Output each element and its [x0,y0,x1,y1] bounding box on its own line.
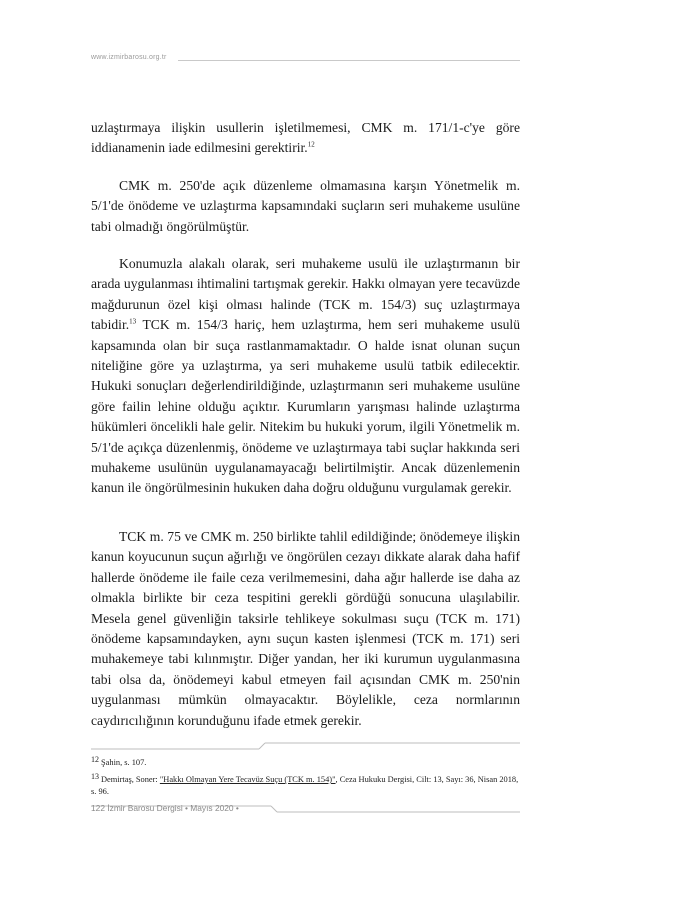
footnote-ref-13[interactable]: 13 [129,317,137,326]
footnote-13-author: Demirtaş, Soner: [101,775,160,784]
footnote-12 [91,754,520,769]
paragraph-4-text: TCK m. 75 ve CMK m. 250 birlikte tahlil edildiğinde; önödemeye ilişkin kanun koyucunun suçun ağırlığı ve öngörülen cezayı dikkate alarak daha hafif hallerde önödeme ile faile ceza verilmemesini, daha ağır hallerde ise daha az olmakla birlikte bir ceza tespitini gerekli gördüğü sonucuna ulaşılabilir. Mesela genel güvenliğin taksirle tehlikeye sokulması suçu (TCK m. 171) önödeme kapsamındayken, aynı suçun kasten işlenmesi (TCK m. 171) seri muhakemeye tabi kılınmıştır. Diğer yandan, her iki kurumun uygulanmasına tabi olsa da, önödemeyi kabul etmeyen fail açısından CMK m. 250'nin uygulanması mümkün olmayacaktır. Böylelikle, ceza normlarının caydırıcılığının korunduğunu ifade etmek gerekir. [91,529,520,728]
footnote-13-number: 13 [91,772,99,781]
footnote-ref-12[interactable]: 12 [307,140,315,149]
footnote-12-number: 12 [91,755,99,764]
paragraph-2-text: CMK m. 250'de açık düzenleme olmamasına karşın Yönetmelik m. 5/1'de önödeme ve uzlaştırma kapsamındaki suçların seri muhakeme usulüne tabi olmadığı öngörülmüştür. [91,178,520,234]
footnote-13-details: , Ceza Hukuku Dergisi, Cilt: 13, Sayı: 36, Nisan 2018, s. 96. [91,775,519,796]
paragraph-2 [91,176,520,237]
paragraph-3 [91,254,520,499]
footer-page-info: 122 İzmir Barosu Dergisi • Mayıs 2020 • [91,803,239,813]
header-rule [178,60,520,61]
paragraph-3-text-b: TCK m. 154/3 hariç, hem uzlaştırma, hem seri muhakeme usulü kapsamında olan bir suça rastlanmamaktadır. O halde isnat olunan suçun niteliğine göre ya uzlaştırma, ya seri muhakeme usulü tatbik edilecektir. Hukuki sonuçları değerlendirildiğinde, uzlaştırmanın seri muhakeme usulüne göre failin lehine olduğu açıktır. Kurumların yarışması halinde uzlaştırma hükümleri öncelikli hale gelir. Nitekim bu hukuki yorum, ilgili Yönetmelik m. 5/1'de açıkça düzenlenmiş, önödeme ve uzlaştırmaya tabi suçlar hakkında seri muhakeme usulünün uygulanamayacağı belirtilmiştir. Ancak düzenlemenin kanun ile öngörülmesinin hukuken daha doğru olduğunu vurgulamak gerekir. [91,317,520,496]
paragraph-3-text-a: Konumuzla alakalı olarak, seri muhakeme usulü ile uzlaştırmanın bir arada uygulanması ihtimalini tartışmak gerekir. Hakkı olmayan yere tecavüzde mağdurunun özel kişi olması halinde (TCK m. 154/3) suç uzlaştırmaya tabidir. [91,256,520,333]
footnote-divider [91,742,520,750]
paragraph-4 [91,527,520,731]
paragraph-1-text: uzlaştırmaya ilişkin usullerin işletilmemesi, CMK m. 171/1-c'ye göre iddianamenin iade edilmesini gerektirir. [91,120,520,156]
footnote-13-title-link[interactable]: "Hakkı Olmayan Yere Tecavüz Suçu (TCK m. 154)" [159,775,336,784]
footnote-13 [91,771,520,797]
footnote-12-text: Şahin, s. 107. [101,758,147,767]
header-url: www.izmirbarosu.org.tr [91,54,167,61]
paragraph-1 [91,118,520,159]
